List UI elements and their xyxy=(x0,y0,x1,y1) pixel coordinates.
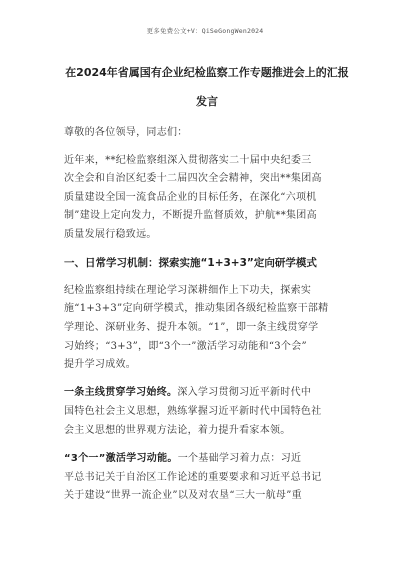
header-note: 更多免费公文+V：QiSeGongWen2024 xyxy=(146,27,264,35)
subsection-1-line-3: 会主义思想的世界观方法论，着力提升看家本领。 xyxy=(64,425,291,436)
subsection-2-line-3: 关于建设“世界一流企业”以及对农垦“三大一航母”重 xyxy=(64,490,302,501)
intro-line-5: 质量发展行稳致远。 xyxy=(64,229,157,240)
section-1-line-4: 习始终；“3+3”，即“3个一”激活学习动能和“3个会” xyxy=(64,341,307,352)
subsection-1-line-2: 国特色社会主义思想，熟练掌握习近平新时代中国特色社 xyxy=(64,406,322,417)
intro-line-4: 制”建设上定向发力，不断提升监督质效，护航**集团高 xyxy=(64,210,317,221)
salutation: 尊敬的各位领导，同志们： xyxy=(64,127,188,138)
section-1-line-3: 学理论、深研业务、提升本领。“1”，即一条主线贯穿学 xyxy=(64,322,319,333)
subsection-2-line-1 xyxy=(64,452,350,465)
section-1-line-1: 纪检监察组持续在理论学习深耕细作上下功夫，探索实 xyxy=(64,285,312,296)
intro-line-1: 近年来，**纪检监察组深入贯彻落实二十届中央纪委三 xyxy=(64,155,312,166)
intro-line-2: 次全会和自治区纪委十二届四次全会精神，突出**集团高 xyxy=(64,173,322,184)
subsection-2-text: 一个基础学习着力点：习近 xyxy=(177,453,302,464)
section-1-heading: 一、日常学习机制：探索实施“1+3+3”定向研学模式 xyxy=(64,257,317,269)
subsection-2-bold-lead: “3个一”激活学习动能。 xyxy=(64,453,178,464)
subsection-1-bold-lead: 一条主线贯穿学习始终。 xyxy=(64,387,178,398)
subsection-1-line-1 xyxy=(64,386,350,399)
intro-line-3: 质量建设全国一流食品企业的目标任务，在深化“六项机 xyxy=(64,192,317,203)
subsection-1-text: 深入学习贯彻习近平新时代中 xyxy=(177,387,312,398)
document-title-line-1: 在2024年省属国有企业纪检监察工作专题推进会上的汇报 xyxy=(65,66,349,79)
subsection-2-line-2: 平总书记关于自治区工作论述的重要要求和习近平总书记 xyxy=(64,472,322,483)
section-1-line-5: 提升学习成效。 xyxy=(64,359,137,370)
section-1-line-2: 施“1+3+3”定向研学模式，推动集团各级纪检监察干部精 xyxy=(64,303,329,314)
document-title-line-2: 发言 xyxy=(196,95,218,108)
